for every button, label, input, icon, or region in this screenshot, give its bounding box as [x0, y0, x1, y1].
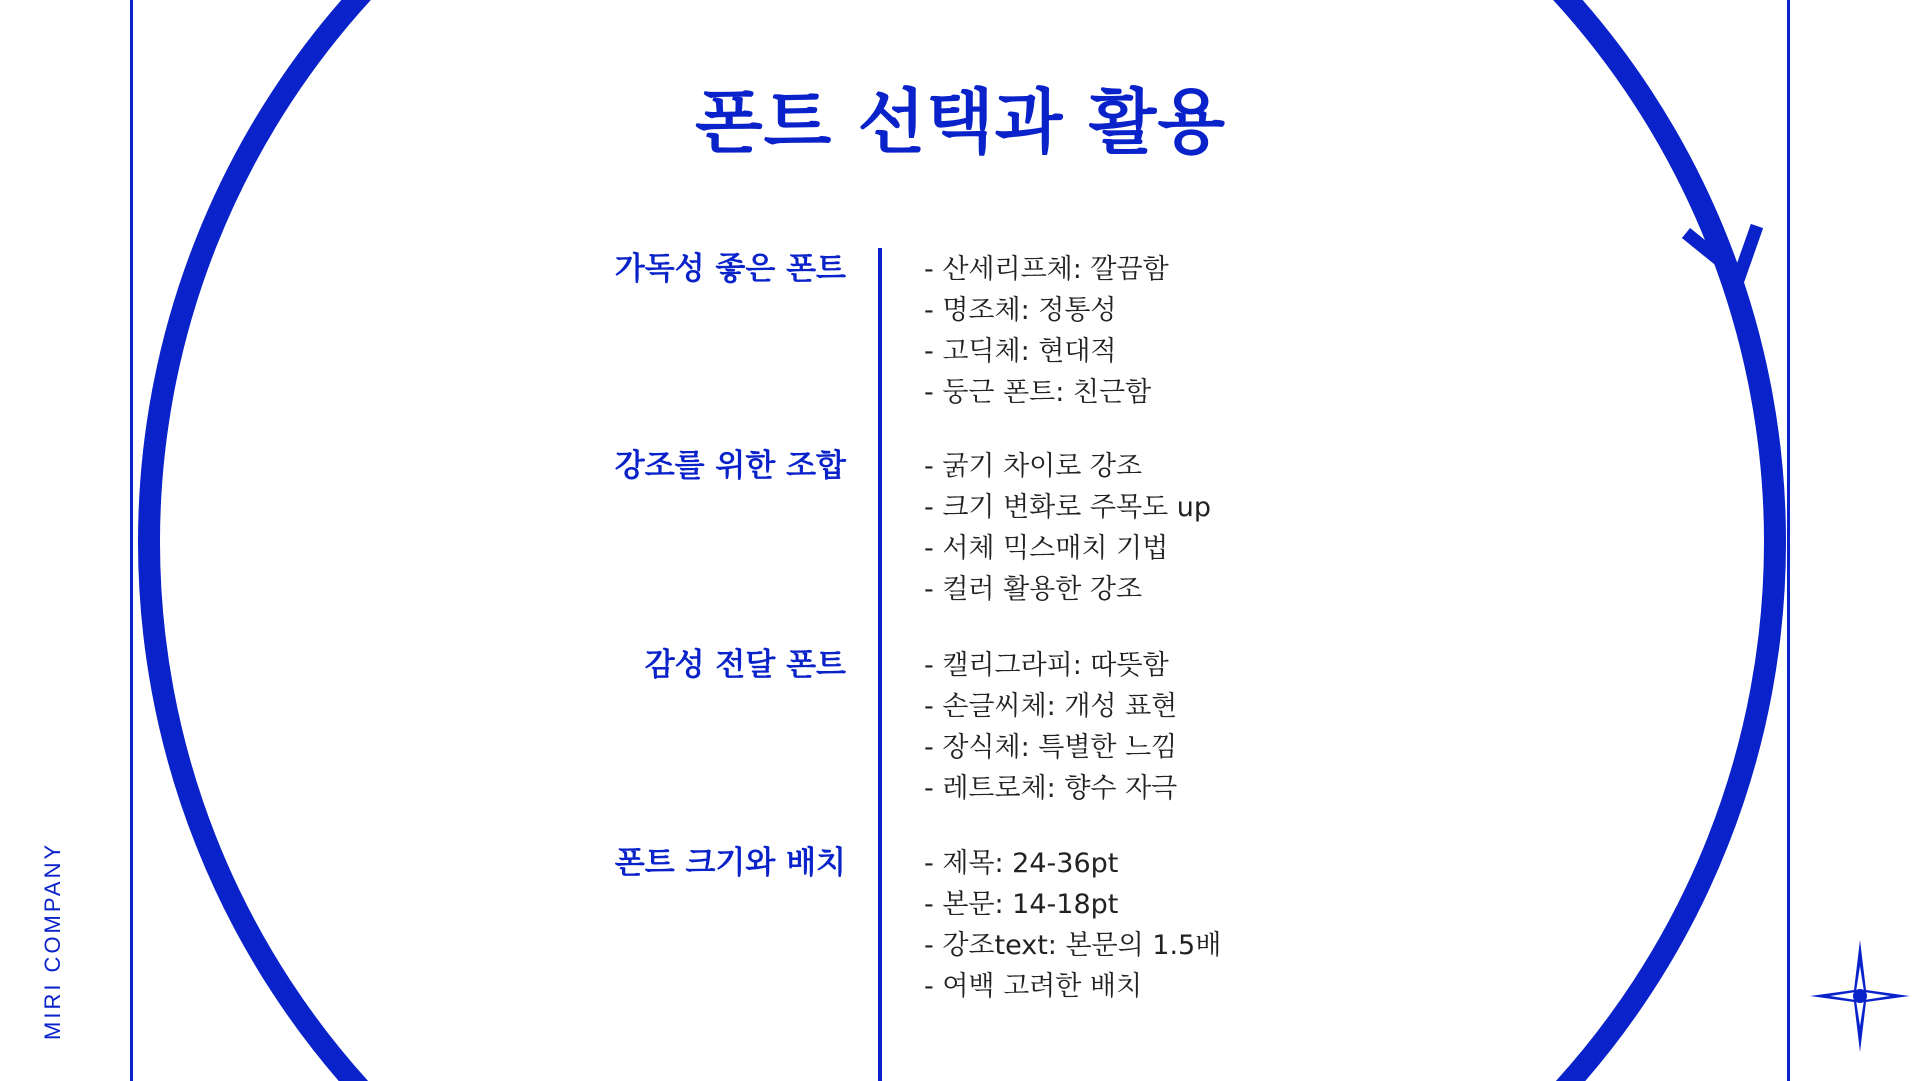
- brand-name: MIRI COMPANY: [40, 841, 65, 1040]
- section-item-list: [924, 843, 1221, 1007]
- list-item: - 굵기 차이로 강조: [924, 451, 1143, 482]
- center-divider: [878, 248, 882, 1081]
- list-item: - 산세리프체: 깔끔함: [924, 254, 1169, 285]
- section-label: 가독성 좋은 폰트: [614, 251, 846, 287]
- page-title: 폰트 선택과 활용: [694, 81, 1227, 163]
- section-item-list: [924, 446, 1211, 610]
- section-label: 강조를 위한 조합: [614, 448, 846, 484]
- list-item: - 장식체: 특별한 느낌: [924, 732, 1178, 763]
- section-item-list: [924, 645, 1177, 809]
- list-item: - 크기 변화로 주목도 up: [924, 492, 1211, 523]
- section-label: 감성 전달 폰트: [644, 647, 846, 683]
- list-item: - 제목: 24-36pt: [924, 848, 1119, 879]
- list-item: - 강조text: 본문의 1.5배: [924, 930, 1222, 961]
- section-item-list: [924, 249, 1169, 413]
- list-item: - 컬러 활용한 강조: [924, 574, 1143, 605]
- list-item: - 서체 믹스매치 기법: [924, 533, 1169, 564]
- list-item: - 캘리그라피: 따뜻함: [924, 650, 1169, 681]
- list-item: - 명조체: 정통성: [924, 295, 1117, 326]
- list-item: - 둥근 폰트: 친근함: [924, 377, 1152, 408]
- list-item: - 본문: 14-18pt: [924, 889, 1119, 920]
- section-label: 폰트 크기와 배치: [614, 845, 846, 881]
- list-item: - 레트로체: 향수 자극: [924, 773, 1178, 804]
- list-item: - 고딕체: 현대적: [924, 336, 1117, 367]
- four-point-star-icon: [1810, 940, 1910, 1052]
- list-item: - 여백 고려한 배치: [924, 971, 1143, 1002]
- list-item: - 손글씨체: 개성 표현: [924, 691, 1178, 722]
